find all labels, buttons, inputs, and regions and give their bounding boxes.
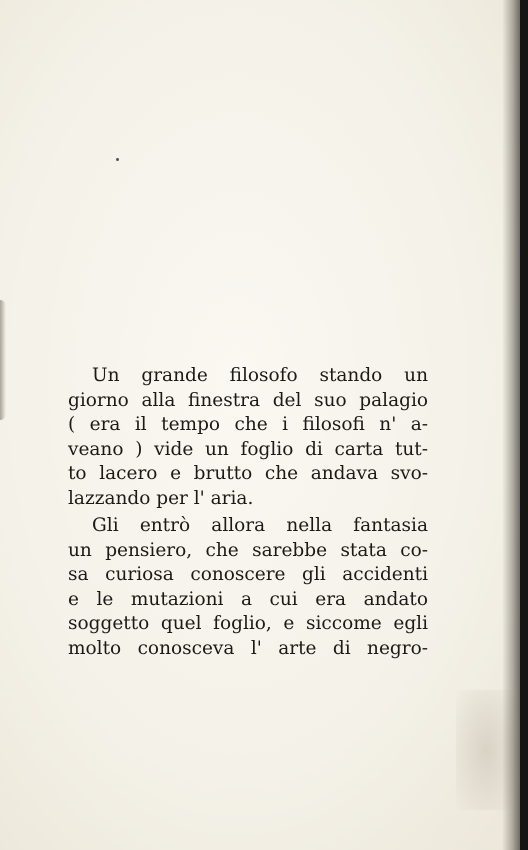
- text-line: Un grande filosofo stando un: [92, 365, 428, 386]
- text-line: to lacero e brutto che andava svo-: [68, 463, 428, 484]
- text-line: Gli entrò allora nella fantasia: [92, 515, 428, 536]
- text-line: giorno alla finestra del suo palagio: [68, 389, 428, 411]
- paragraph-2: [68, 514, 428, 661]
- text-line: e le mutazioni a cui era andato: [68, 588, 428, 610]
- ink-speck: [116, 158, 119, 161]
- page-edge-shadow: [0, 300, 6, 420]
- text-line: molto conosceva l' arte di negro-: [68, 637, 428, 659]
- text-line: sa curiosa conoscere gli accidenti: [68, 564, 428, 585]
- text-line: veano ) vide un foglio di carta tut-: [68, 438, 428, 460]
- text-line: ( era il tempo che i filosofi n' a-: [68, 414, 428, 435]
- paragraph-1: [68, 364, 428, 511]
- page-text: [68, 364, 428, 661]
- page-gutter: [502, 0, 528, 850]
- text-line: soggetto quel foglio, e siccome egli: [68, 613, 428, 634]
- text-line: un pensiero, che sarebbe stata co-: [68, 539, 428, 561]
- text-line: lazzando per l' aria.: [68, 487, 254, 509]
